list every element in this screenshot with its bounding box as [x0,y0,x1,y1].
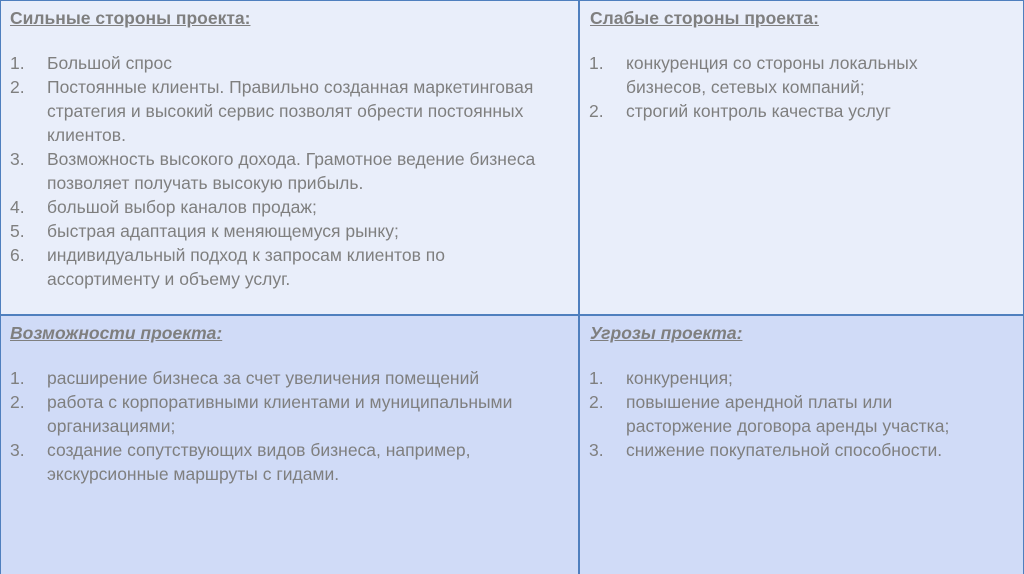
list-item-number: 6. [10,245,25,265]
list-item-text: быстрая адаптация к меняющемуся рынку; [47,221,399,241]
opportunities-list [10,366,570,486]
list-item [10,438,570,486]
list-item-text: индивидуальный подход к запросам клиентов по ассортименту и объему услуг. [47,245,445,289]
list-item [589,99,1015,123]
list-item-number: 4. [10,197,25,217]
strengths-cell [0,0,580,316]
list-item [589,51,1015,99]
list-item-number: 5. [10,221,25,241]
list-item [10,51,570,75]
list-item [589,390,1015,438]
list-item-text: конкуренция; [626,368,733,388]
strengths-list [10,51,570,291]
list-item [10,390,570,438]
list-item-text: строгий контроль качества услуг [626,101,891,121]
list-item [589,438,1015,462]
list-item-number: 1. [10,368,25,388]
threats-cell [580,316,1024,574]
list-item-number: 2. [10,392,25,412]
list-item-text: повышение арендной платы или расторжение договора аренды участка; [626,392,950,436]
list-item-number: 1. [10,53,25,73]
list-item-number: 1. [589,53,604,73]
list-item-text: Постоянные клиенты. Правильно созданная маркетинговая стратегия и высокий сервис позволят обрести постоянных клиентов. [47,77,534,145]
list-item-text: Большой спрос [47,53,173,73]
strengths-title: Сильные стороны проекта: [10,8,251,28]
list-item-number: 2. [10,77,25,97]
list-item-number: 3. [10,440,25,460]
list-item-number: 2. [589,101,604,121]
list-item [10,219,570,243]
list-item [10,147,570,195]
list-item-text: создание сопутствующих видов бизнеса, например, экскурсионные маршруты с гидами. [47,440,471,484]
list-item [589,366,1015,390]
list-item-number: 3. [589,440,604,460]
list-item-number: 3. [10,149,25,169]
opportunities-cell [0,316,580,574]
list-item-text: большой выбор каналов продаж; [47,197,317,217]
weaknesses-title: Слабые стороны проекта: [590,8,819,28]
opportunities-title: Возможности проекта: [10,323,223,343]
threats-list [589,366,1015,462]
list-item [10,366,570,390]
list-item-text: снижение покупательной способности. [626,440,943,460]
list-item-text: конкуренция со стороны локальных бизнесов, сетевых компаний; [626,53,918,97]
list-item-text: Возможность высокого дохода. Грамотное ведение бизнеса позволяет получать высокую прибыль. [47,149,536,193]
list-item-number: 2. [589,392,604,412]
weaknesses-list [589,51,1015,123]
weaknesses-cell [580,0,1024,316]
list-item [10,243,570,291]
list-item [10,75,570,147]
threats-title: Угрозы проекта: [590,323,743,343]
list-item [10,195,570,219]
list-item-text: расширение бизнеса за счет увеличения помещений [47,368,480,388]
list-item-text: работа с корпоративными клиентами и муниципальными организациями; [47,392,513,436]
list-item-number: 1. [589,368,604,388]
